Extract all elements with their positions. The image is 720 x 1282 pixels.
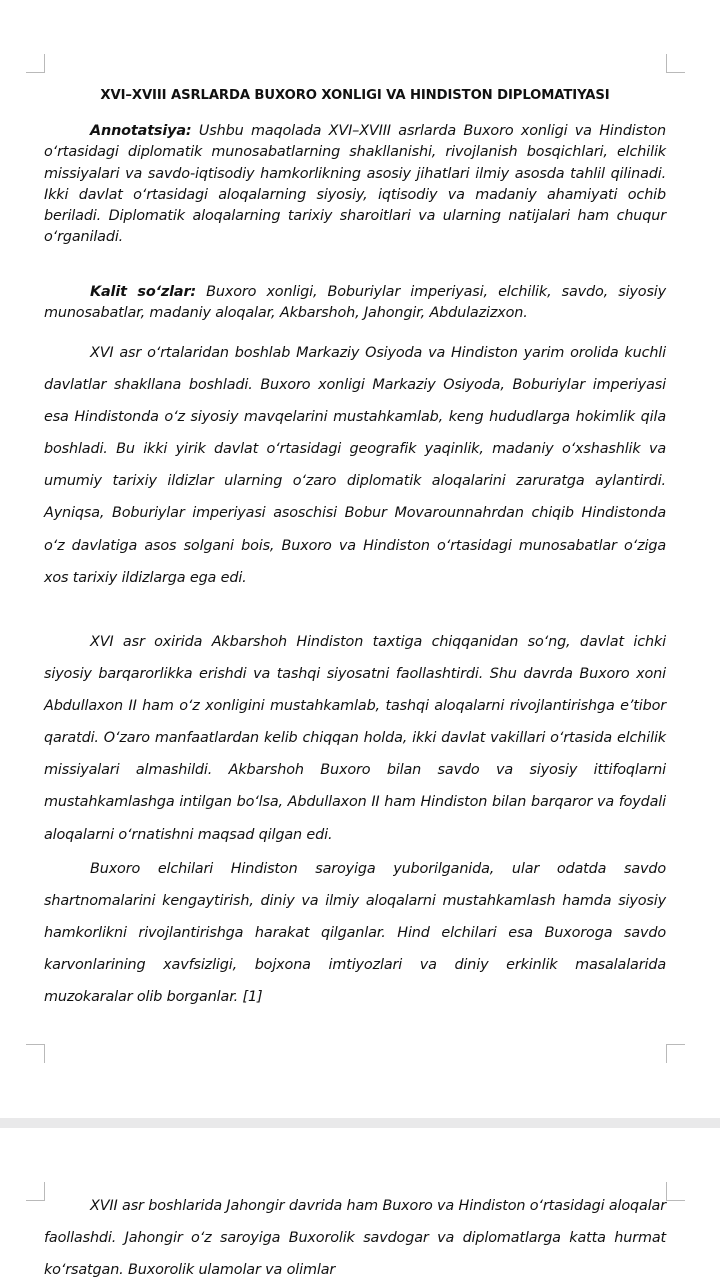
body-paragraph: XVI asr o‘rtalaridan boshlab Markaziy Osiyoda va Hindiston yarim orolida kuchli davlatlar shakllana boshladi. Buxoro xonligi Markaziy Osiyoda, Boburiylar imperiyasi esa Hindistonda o‘z siyosiy mavqelarini mustahkamlab, keng hududlarga hokimlik qila boshladi. Bu ikki yirik davlat o‘rtasidagi geografik yaqinlik, madaniy o‘xshashlik va umumiy tarixiy ildizlar ularning o‘zaro diplomatik aloqalarini zaruratga aylantirdi. Ayniqsa, Boburiylar imperiyasi asoschisi Bobur Movarounnahrdan chiqib Hindistonda o‘z davlatiga asos solgani bois, Buxoro va Hindiston o‘rtasidagi munosabatlar o‘ziga xos tarixiy ildizlarga ega edi.	[44, 345, 666, 586]
margin-corner-top-left	[26, 54, 45, 73]
keywords-text: Buxoro xonligi, Boburiylar imperiyasi, elchilik, savdo, siyosiy munosabatlar, madaniy aloqalar, Akbarshoh, Jahongir, Abdulazizxon.	[44, 284, 667, 322]
keywords-label: Kalit so‘zlar:	[90, 284, 197, 300]
margin-corner-bottom-left	[26, 1044, 45, 1063]
body-paragraph: XVI asr oxirida Akbarshoh Hindiston taxtiga chiqqanidan so‘ng, davlat ichki siyosiy barqarorlikka erishdi va tashqi siyosatni faollashtirdi. Shu davrda Buxoro xoni Abdullaxon II ham o‘z xonligini mustahkamlab, tashqi aloqalarni rivojlantirishga e’tibor qaratdi. O‘zaro manfaatlardan kelib chiqqan holda, ikki davlat vakillari o‘rtasida elchilik missiyalari almashildi. Akbarshoh Buxoro bilan savdo va siyosiy ittifoqlarni mustahkamlashga intilgan bo‘lsa, Abdullaxon II ham Hindiston bilan barqaror va foydali aloqalarni o‘rnatishni maqsad qilgan edi.	[44, 634, 666, 843]
margin-corner-top-left	[26, 1182, 45, 1201]
keywords-paragraph	[44, 282, 666, 325]
body-paragraph: XVII asr boshlarida Jahongir davrida ham Buxoro va Hindiston o‘rtasidagi aloqalar faollashdi. Jahongir o‘z saroyiga Buxorolik savdogar va diplomatlarga katta hurmat ko‘rsatgan. Buxorolik ulamolar va olimlar	[44, 1198, 666, 1279]
document-page-2	[0, 1128, 720, 1282]
annotation-label: Annotatsiya:	[90, 123, 192, 139]
margin-corner-top-right	[666, 54, 685, 73]
margin-corner-top-right	[666, 1182, 685, 1201]
body-paragraph: Buxoro elchilari Hindiston saroyiga yuborilganida, ular odatda savdo shartnomalarini kengaytirish, diniy va ilmiy aloqalarni mustahkamlash hamda siyosiy hamkorlikni rivojlantirishga harakat qilganlar. Hind elchilari esa Buxoroga savdo karvonlarining xavfsizligi, bojxona imtiyozlari va diniy erkinlik masalalarida muzokaralar olib borganlar. [1]	[44, 861, 666, 1006]
annotation-paragraph	[44, 121, 666, 249]
margin-corner-bottom-right	[666, 1044, 685, 1063]
annotation-text: Ushbu maqolada XVI–XVIII asrlarda Buxoro xonligi va Hindiston o‘rtasidagi diplomatik munosabatlarning shakllanishi, rivojlanish bosqichlari, elchilik missiyalari va savdo-iqtisodiy hamkorlikning asosiy jihatlari ilmiy asosda tahlil qilinadi. Ikki davlat o‘rtasidagi aloqalarning siyosiy, iqtisodiy va madaniy ahamiyati ochib beriladi. Diplomatik aloqalarning tarixiy sharoitlari va ularning natijalari ham chuqur o‘rganiladi.	[44, 123, 666, 246]
document-title: XVI–XVIII ASRLARDA BUXORO XONLIGI VA HINDISTON DIPLOMATIYASI	[100, 88, 610, 103]
